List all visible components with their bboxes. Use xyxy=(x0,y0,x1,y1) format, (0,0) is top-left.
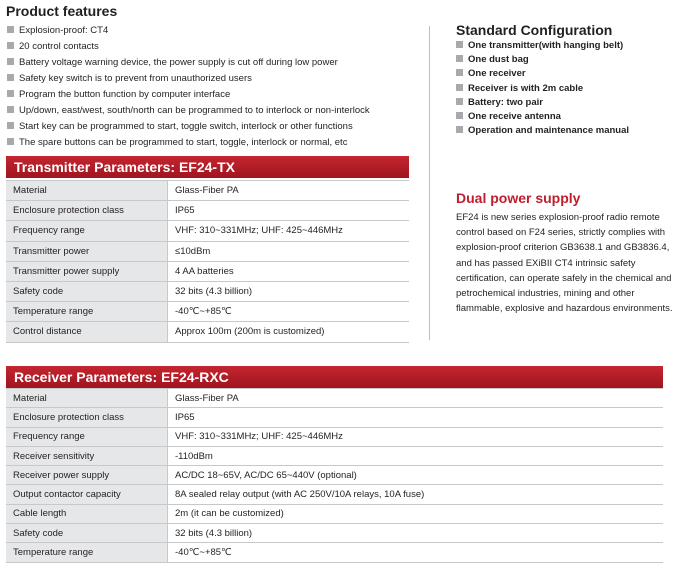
param-value: Glass-Fiber PA xyxy=(168,181,410,201)
param-value: 32 bits (4.3 billion) xyxy=(168,281,410,301)
list-item: Up/down, east/west, south/north can be programmed to to interlock or non-interlock xyxy=(7,103,427,119)
param-value: 4 AA batteries xyxy=(168,261,410,281)
param-value: -110dBm xyxy=(168,446,664,465)
list-item: Receiver is with 2m cable xyxy=(456,82,629,96)
dual-power-supply-text: EF24 is new series explosion-proof radio remote control based on F24 series, strictly complies with explosion-proof criterion GB3638.1 and GB3836.4, and has passed EXiBII CT4 intrinsic safety certification, can operate safely in the chemical and petrochemical industries, mining and other flammable, explosive and hazardous environments. xyxy=(456,212,673,315)
column-divider xyxy=(429,26,430,340)
table-row xyxy=(6,427,663,446)
bullet-square-icon xyxy=(456,126,463,133)
param-label: Temperature range xyxy=(6,543,168,562)
table-row xyxy=(6,389,663,408)
param-label: Transmitter power xyxy=(6,241,168,261)
list-item: Program the button function by computer interface xyxy=(7,87,427,103)
bullet-square-icon xyxy=(456,112,463,119)
bullet-square-icon xyxy=(456,41,463,48)
param-label: Receiver power supply xyxy=(6,466,168,485)
table-row xyxy=(6,543,663,562)
list-item: Battery: two pair xyxy=(456,96,629,110)
param-value: 32 bits (4.3 billion) xyxy=(168,524,664,543)
receiver-parameters-table xyxy=(6,388,663,563)
param-value: AC/DC 18~65V, AC/DC 65~440V (optional) xyxy=(168,466,664,485)
table-row xyxy=(6,504,663,523)
param-value: IP65 xyxy=(168,408,664,427)
bullet-square-icon xyxy=(7,122,14,129)
table-row xyxy=(6,221,409,241)
bullet-square-icon xyxy=(7,106,14,113)
product-features-list xyxy=(7,23,427,151)
param-label: Enclosure protection class xyxy=(6,201,168,221)
table-row xyxy=(6,408,663,427)
param-value: Glass-Fiber PA xyxy=(168,389,664,408)
transmitter-parameters-table xyxy=(6,180,409,343)
list-item: Explosion-proof: CT4 xyxy=(7,23,427,39)
list-item: Battery voltage warning device, the power supply is cut off during low power xyxy=(7,55,427,71)
table-row xyxy=(6,181,409,201)
param-value: IP65 xyxy=(168,201,410,221)
list-item: One receiver xyxy=(456,67,629,81)
param-value: 2m (it can be customized) xyxy=(168,504,664,523)
list-item: 20 control contacts xyxy=(7,39,427,55)
param-label: Temperature range xyxy=(6,302,168,322)
bullet-square-icon xyxy=(456,98,463,105)
transmitter-parameters-banner: Transmitter Parameters: EF24-TX xyxy=(6,156,409,178)
product-features-heading: Product features xyxy=(6,3,118,19)
table-row xyxy=(6,281,409,301)
param-value: VHF: 310~331MHz; UHF: 425~446MHz xyxy=(168,427,664,446)
param-label: Control distance xyxy=(6,322,168,342)
param-label: Transmitter power supply xyxy=(6,261,168,281)
list-item: Operation and maintenance manual xyxy=(456,124,629,138)
param-value: -40℃~+85℃ xyxy=(168,302,410,322)
table-row xyxy=(6,466,663,485)
bullet-square-icon xyxy=(7,58,14,65)
table-row xyxy=(6,446,663,465)
param-label: Material xyxy=(6,181,168,201)
list-item: Safety key switch is to prevent from unauthorized users xyxy=(7,71,427,87)
param-value: -40℃~+85℃ xyxy=(168,543,664,562)
param-value: Approx 100m (200m is customized) xyxy=(168,322,410,342)
list-item: Start key can be programmed to start, toggle switch, interlock or other functions xyxy=(7,119,427,135)
list-item: One receive antenna xyxy=(456,110,629,124)
bullet-square-icon xyxy=(7,42,14,49)
bullet-square-icon xyxy=(456,55,463,62)
list-item: The spare buttons can be programmed to start, toggle, interlock or normal, etc xyxy=(7,135,427,151)
standard-configuration-list xyxy=(456,39,629,138)
param-label: Enclosure protection class xyxy=(6,408,168,427)
param-label: Material xyxy=(6,389,168,408)
param-value: ≤10dBm xyxy=(168,241,410,261)
bullet-square-icon xyxy=(7,90,14,97)
bullet-square-icon xyxy=(456,84,463,91)
param-label: Frequency range xyxy=(6,221,168,241)
param-label: Cable length xyxy=(6,504,168,523)
table-row xyxy=(6,261,409,281)
param-label: Receiver sensitivity xyxy=(6,446,168,465)
receiver-parameters-banner: Receiver Parameters: EF24-RXC xyxy=(6,366,663,388)
table-row xyxy=(6,201,409,221)
param-label: Safety code xyxy=(6,524,168,543)
table-row xyxy=(6,485,663,504)
dual-power-supply-heading: Dual power supply xyxy=(456,190,581,206)
table-row xyxy=(6,322,409,342)
bullet-square-icon xyxy=(456,69,463,76)
table-row xyxy=(6,241,409,261)
list-item: One dust bag xyxy=(456,53,629,67)
bullet-square-icon xyxy=(7,74,14,81)
param-value: VHF: 310~331MHz; UHF: 425~446MHz xyxy=(168,221,410,241)
param-label: Output contactor capacity xyxy=(6,485,168,504)
param-value: 8A sealed relay output (with AC 250V/10A relays, 10A fuse) xyxy=(168,485,664,504)
table-row xyxy=(6,524,663,543)
list-item: One transmitter(with hanging belt) xyxy=(456,39,629,53)
standard-configuration-heading: Standard Configuration xyxy=(456,22,613,38)
param-label: Safety code xyxy=(6,281,168,301)
table-row xyxy=(6,302,409,322)
param-label: Frequency range xyxy=(6,427,168,446)
bullet-square-icon xyxy=(7,26,14,33)
bullet-square-icon xyxy=(7,138,14,145)
